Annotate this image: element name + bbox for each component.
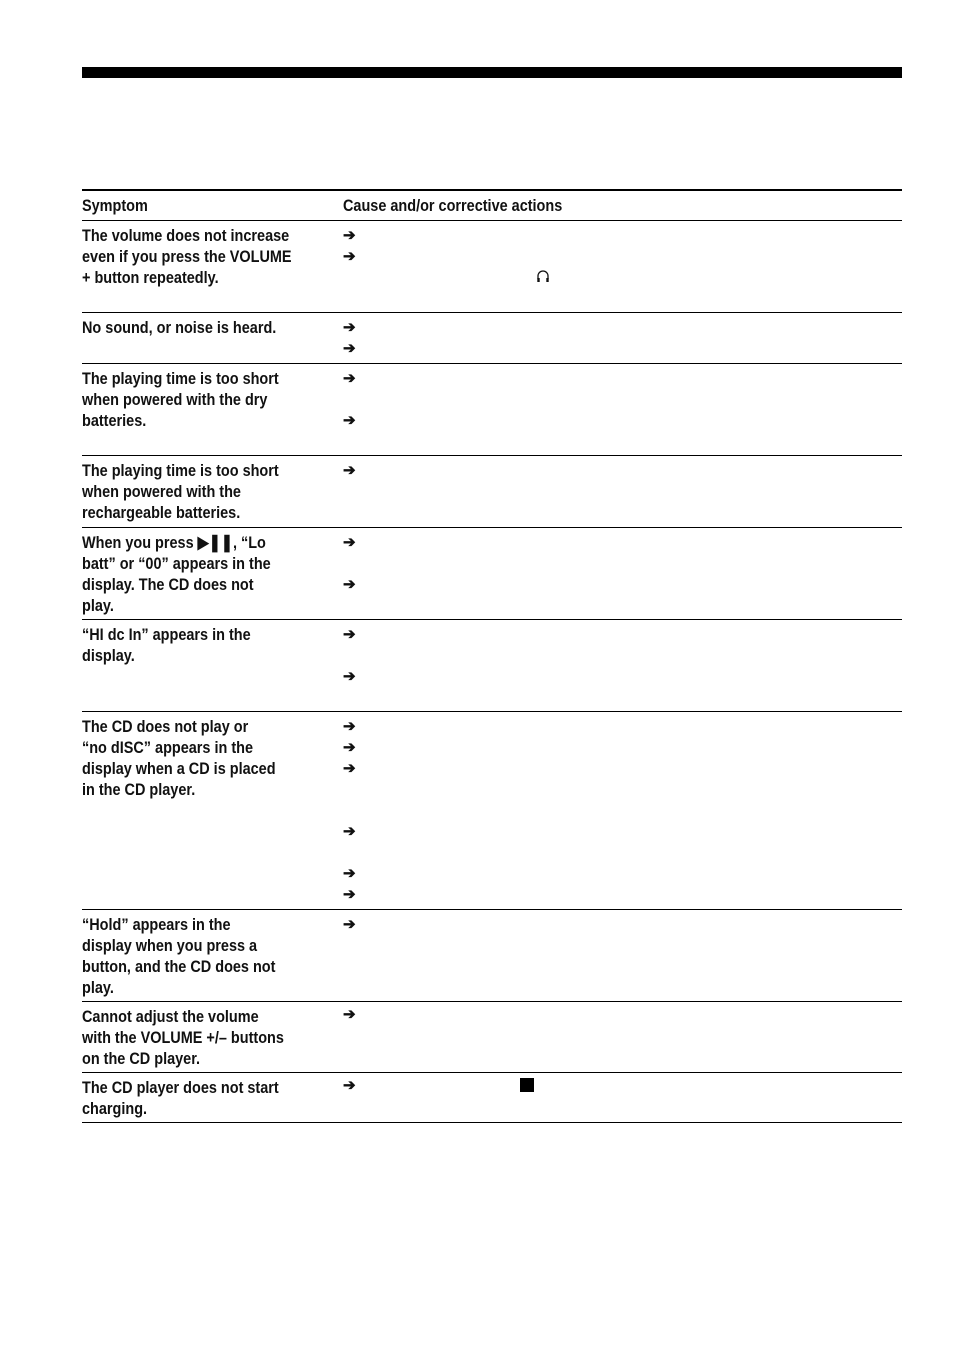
- arrow-icon: ➔: [343, 739, 356, 756]
- arrow-icon: ➔: [343, 227, 356, 244]
- table-row: [82, 364, 902, 456]
- arrow-icon: ➔: [343, 916, 356, 933]
- arrow-icon: ➔: [343, 319, 356, 336]
- title-rule: [82, 67, 902, 78]
- cause-cell: [343, 313, 902, 363]
- headphones-icon: [536, 269, 550, 285]
- cause-cell: [343, 528, 902, 619]
- symptom-text: The CD player does not start charging.: [82, 1078, 279, 1118]
- cause-cell: [343, 1002, 902, 1072]
- table-row: [82, 910, 902, 1002]
- arrow-icon: ➔: [343, 1006, 356, 1023]
- symptom-text: The volume does not increase even if you press the VOLUME + button repeatedly.: [82, 226, 292, 287]
- arrow-icon: ➔: [343, 760, 356, 777]
- cause-cell: [343, 910, 902, 1001]
- arrow-icon: ➔: [343, 462, 356, 479]
- arrow-icon: ➔: [343, 718, 356, 735]
- stop-icon: [520, 1078, 534, 1094]
- symptom-text: The playing time is too short when powered with the dry batteries.: [82, 369, 279, 430]
- symptom-text: The CD does not play or “no dISC” appears in the display when a CD is placed in the CD player.: [82, 717, 276, 799]
- header-cause: Cause and/or corrective actions: [343, 196, 563, 215]
- cause-cell: [343, 712, 902, 909]
- arrow-icon: ➔: [343, 340, 356, 357]
- table-row: [82, 528, 902, 620]
- symptom-text: Cannot adjust the volume with the VOLUME +/– buttons on the CD player.: [82, 1007, 284, 1068]
- troubleshooting-table: [82, 189, 902, 1123]
- table-row: [82, 712, 902, 910]
- arrow-icon: ➔: [343, 668, 356, 685]
- cause-cell: [343, 456, 902, 527]
- arrow-icon: ➔: [343, 576, 356, 593]
- arrow-icon: ➔: [343, 534, 356, 551]
- cause-cell: [343, 364, 902, 455]
- arrow-icon: ➔: [343, 412, 356, 429]
- symptom-text: “Hold” appears in the display when you press a button, and the CD does not play.: [82, 915, 276, 997]
- table-row: [82, 313, 902, 364]
- table-row: [82, 620, 902, 712]
- cause-cell: [343, 1073, 902, 1122]
- table-row: [82, 1002, 902, 1073]
- table-row: [82, 1073, 902, 1123]
- arrow-icon: ➔: [343, 886, 356, 903]
- arrow-icon: ➔: [343, 865, 356, 882]
- table-header: [82, 191, 902, 221]
- arrow-icon: ➔: [343, 370, 356, 387]
- header-symptom: Symptom: [82, 196, 148, 215]
- table-row: [82, 456, 902, 528]
- arrow-icon: ➔: [343, 823, 356, 840]
- symptom-text: No sound, or noise is heard.: [82, 318, 277, 337]
- table-row: [82, 221, 902, 313]
- symptom-text: “HI dc In” appears in the display.: [82, 625, 251, 665]
- symptom-text: The playing time is too short when powered with the rechargeable batteries.: [82, 461, 279, 522]
- symptom-text: When you press ▶❚❚, “Lo batt” or “00” appears in the display. The CD does not play.: [82, 533, 271, 615]
- cause-cell: [343, 620, 902, 711]
- arrow-icon: ➔: [343, 248, 356, 265]
- cause-cell: [343, 221, 902, 312]
- arrow-icon: ➔: [343, 626, 356, 643]
- arrow-icon: ➔: [343, 1077, 356, 1094]
